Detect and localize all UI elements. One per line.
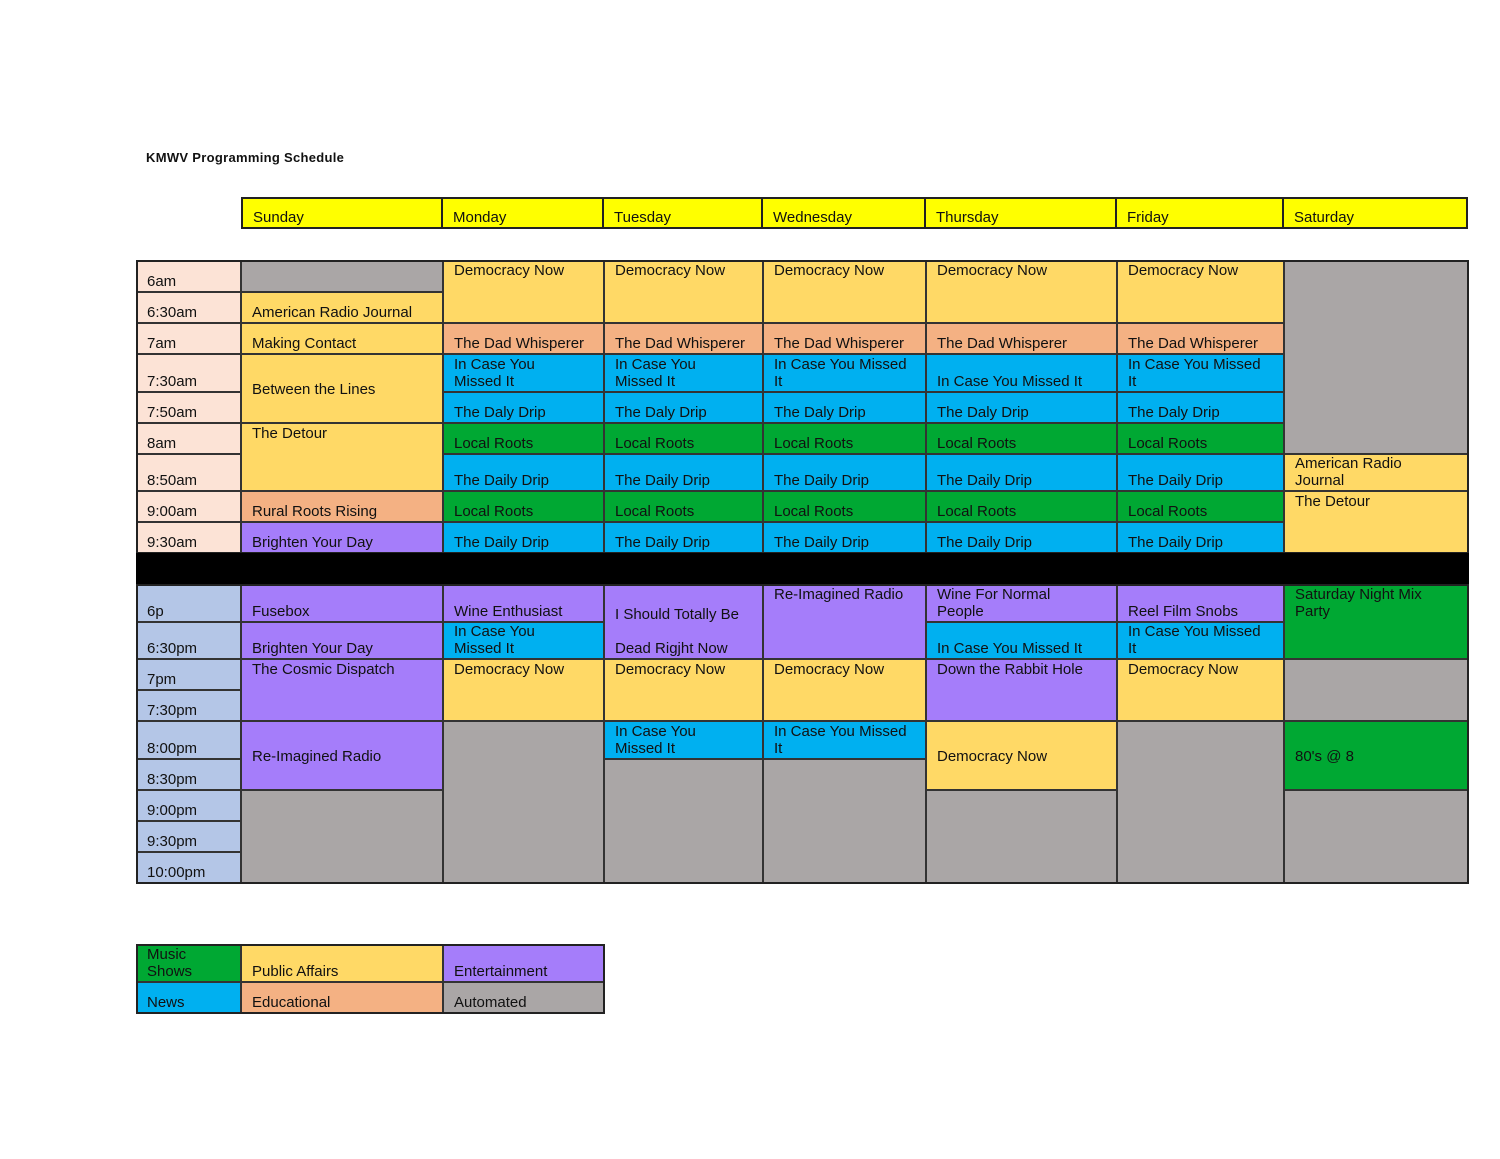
time-slot-8-00pm [136,721,241,759]
program-title: The Daly Drip [937,404,1029,421]
program-title: Re-Imagined Radio [252,748,382,765]
program-saturday-night-mix-party [1284,584,1468,659]
time-label: 6p [147,603,164,620]
program-title: The Daily Drip [1128,534,1224,551]
time-slot-8-50am [136,454,241,491]
legend-label: Educational [252,994,331,1011]
program-title: Local Roots [615,435,695,452]
program-title: The Daily Drip [615,534,711,551]
program-the-dad-whisperer [443,323,604,354]
program-title: The Daly Drip [1128,404,1220,421]
legend-public-affairs [241,944,443,982]
program-title: Democracy Now [1128,262,1239,279]
legend-label: Public Affairs [252,963,339,980]
program-title: The Dad Whisperer [774,335,905,352]
program-title: In Case You Missed It [774,723,907,757]
program-automated-block [1284,260,1468,454]
program-democracy-now [443,659,604,721]
program-the-dad-whisperer [926,323,1117,354]
program-title: In Case You Missed It [454,356,535,390]
program-title: The Daily Drip [937,472,1033,489]
program-title: Democracy Now [454,661,565,678]
program-title: The Daily Drip [774,534,870,551]
day-header-label: Monday [453,209,507,226]
program-title: Democracy Now [1128,661,1239,678]
time-slot-6am [136,260,241,292]
program-title: Making Contact [252,335,357,352]
program-title: The Daily Drip [454,534,550,551]
legend-news [136,982,241,1013]
program-80-s-8 [1284,721,1468,790]
day-header-sunday [241,197,443,229]
program-title: Local Roots [615,503,695,520]
time-label: 6:30pm [147,640,198,657]
program-title: The Dad Whisperer [937,335,1068,352]
program-american-radio-journal [241,292,443,323]
program-title: Fusebox [252,603,310,620]
program-the-daly-drip [604,392,763,423]
program-automated-block [1284,790,1468,883]
day-header-label: Thursday [936,209,999,226]
program-wine-enthusiast [443,584,604,622]
program-title: The Daly Drip [615,404,707,421]
program-brighten-your-day [241,522,443,553]
time-label: 8:00pm [147,740,198,757]
time-slot-8-30pm [136,759,241,790]
program-democracy-now [604,659,763,721]
day-header-thursday [926,197,1117,229]
program-democracy-now [1117,659,1284,721]
day-header-saturday [1284,197,1468,229]
day-header-label: Wednesday [773,209,852,226]
program-title: Democracy Now [615,661,726,678]
program-title: In Case You Missed It [454,623,535,657]
program-title: In Case You Missed It [615,723,696,757]
program-local-roots [443,491,604,522]
day-header-label: Friday [1127,209,1169,226]
program-re-imagined-radio [763,584,926,659]
program-between-the-lines [241,354,443,423]
legend-label: Automated [454,994,527,1011]
program-local-roots [1117,423,1284,454]
program-in-case-you-missed-it [604,354,763,392]
program-democracy-now [926,721,1117,790]
program-title: Brighten Your Day [252,640,373,657]
program-automated-block [926,790,1117,883]
legend-label: News [147,994,185,1011]
program-the-daily-drip [1117,454,1284,491]
program-automated-block [604,759,763,883]
program-title: Democracy Now [937,748,1048,765]
time-slot-9-00pm [136,790,241,821]
program-local-roots [1117,491,1284,522]
program-title: The Daily Drip [454,472,550,489]
program-local-roots [763,491,926,522]
program-local-roots [926,491,1117,522]
program-automated-block [1117,721,1284,883]
time-slot-6-30am [136,292,241,323]
program-automated-block [443,721,604,883]
program-title: Wine Enthusiast [454,603,563,620]
program-local-roots [604,491,763,522]
time-label: 6am [147,273,177,290]
program-title: In Case You Missed It [1128,623,1261,657]
program-the-daily-drip [763,454,926,491]
time-label: 9:30am [147,534,198,551]
program-title: American Radio Journal [1295,455,1402,489]
program-the-daily-drip [443,522,604,553]
legend-label: Entertainment [454,963,548,980]
time-label: 6:30am [147,304,198,321]
program-title: Wine For Normal People [937,586,1051,620]
time-slot-10-00pm [136,852,241,883]
program-title: Local Roots [454,503,534,520]
program-title: In Case You Missed It [774,356,907,390]
program-title: The Daily Drip [615,472,711,489]
program-title: Local Roots [454,435,534,452]
program-in-case-you-missed-it [604,721,763,759]
schedule-title: KMWV Programming Schedule [146,150,345,165]
time-slot-9-30pm [136,821,241,852]
program-title: The Dad Whisperer [1128,335,1259,352]
day-header-label: Saturday [1294,209,1355,226]
program-the-daily-drip [443,454,604,491]
program-title: I Should Totally Be Dead Rigjht Now [615,606,739,657]
time-slot-7-50am [136,392,241,423]
program-the-daily-drip [604,522,763,553]
program-in-case-you-missed-it [443,622,604,659]
program-title: Democracy Now [774,262,885,279]
program-title: The Daly Drip [774,404,866,421]
program-title: In Case You Missed It [1128,356,1261,390]
program-title: American Radio Journal [252,304,413,321]
program-title: Local Roots [774,503,854,520]
program-title: Saturday Night Mix Party [1295,586,1422,620]
program-democracy-now [763,659,926,721]
time-slot-7-30pm [136,690,241,721]
program-title: The Dad Whisperer [454,335,585,352]
program-title: The Cosmic Dispatch [252,661,395,678]
day-header-label: Sunday [253,209,304,226]
time-label: 7:30pm [147,702,198,719]
program-title: The Dad Whisperer [615,335,746,352]
program-i-should-totally-be-dead-rigjht-now [604,584,763,659]
time-slot-7am [136,323,241,354]
program-title: Democracy Now [774,661,885,678]
program-democracy-now [926,260,1117,323]
program-the-daly-drip [443,392,604,423]
program-the-dad-whisperer [763,323,926,354]
program-title: Reel Film Snobs [1128,603,1239,620]
time-label: 8:30pm [147,771,198,788]
program-local-roots [763,423,926,454]
program-the-dad-whisperer [604,323,763,354]
time-label: 7:50am [147,404,198,421]
day-header-label: Tuesday [614,209,671,226]
program-title: Between the Lines [252,381,376,398]
program-local-roots [443,423,604,454]
time-label: 8:50am [147,472,198,489]
program-in-case-you-missed-it [1117,354,1284,392]
program-title: The Daily Drip [937,534,1033,551]
time-slot-9-30am [136,522,241,553]
program-democracy-now [763,260,926,323]
program-the-dad-whisperer [1117,323,1284,354]
program-automated-block [763,759,926,883]
legend-music-shows [136,944,241,982]
program-title: The Daily Drip [774,472,870,489]
day-header-tuesday [604,197,763,229]
program-the-daly-drip [926,392,1117,423]
program-automated-block [1284,659,1468,721]
time-slot-9-00am [136,491,241,522]
program-title: Local Roots [774,435,854,452]
day-header-friday [1117,197,1284,229]
time-label: 9:00am [147,503,198,520]
program-in-case-you-missed-it [1117,622,1284,659]
program-title: In Case You Missed It [615,356,696,390]
program-title: The Daily Drip [1128,472,1224,489]
program-title: In Case You Missed It [937,373,1083,390]
day-header-monday [443,197,604,229]
time-slot-7pm [136,659,241,690]
program-down-the-rabbit-hole [926,659,1117,721]
time-slot-7-30am [136,354,241,392]
time-slot-6-30pm [136,622,241,659]
program-title: 80's @ 8 [1295,748,1354,765]
program-title: The Daly Drip [454,404,546,421]
program-local-roots [604,423,763,454]
program-the-daily-drip [926,522,1117,553]
program-in-case-you-missed-it [926,354,1117,392]
program-title: Local Roots [937,435,1017,452]
program-automated-block [241,260,443,292]
program-wine-for-normal-people [926,584,1117,622]
program-reel-film-snobs [1117,584,1284,622]
program-the-daly-drip [1117,392,1284,423]
program-title: Down the Rabbit Hole [937,661,1083,678]
program-the-daly-drip [763,392,926,423]
program-title: Democracy Now [937,262,1048,279]
time-label: 10:00pm [147,864,206,881]
program-title: Local Roots [937,503,1017,520]
program-the-cosmic-dispatch [241,659,443,721]
am-pm-separator [136,553,1469,584]
time-label: 7pm [147,671,177,688]
time-label: 7am [147,335,177,352]
program-in-case-you-missed-it [763,721,926,759]
time-label: 7:30am [147,373,198,390]
program-title: The Detour [252,425,328,442]
program-local-roots [926,423,1117,454]
program-democracy-now [443,260,604,323]
program-in-case-you-missed-it [926,622,1117,659]
time-label: 9:00pm [147,802,198,819]
program-title: Re-Imagined Radio [774,586,904,603]
day-header-wednesday [763,197,926,229]
program-title: Local Roots [1128,503,1208,520]
legend-automated [443,982,604,1013]
program-the-daily-drip [604,454,763,491]
program-making-contact [241,323,443,354]
program-title: Rural Roots Rising [252,503,378,520]
legend-entertainment [443,944,604,982]
time-label: 9:30pm [147,833,198,850]
program-the-detour [1284,491,1468,553]
program-brighten-your-day [241,622,443,659]
program-title: Democracy Now [615,262,726,279]
program-american-radio-journal [1284,454,1468,491]
program-in-case-you-missed-it [763,354,926,392]
program-title: The Detour [1295,493,1371,510]
legend-educational [241,982,443,1013]
program-the-detour [241,423,443,491]
program-automated-block [241,790,443,883]
program-re-imagined-radio [241,721,443,790]
time-slot-6p [136,584,241,622]
program-the-daily-drip [1117,522,1284,553]
program-title: Democracy Now [454,262,565,279]
legend-label: Music Shows [147,946,193,980]
program-democracy-now [1117,260,1284,323]
program-title: In Case You Missed It [937,640,1083,657]
program-in-case-you-missed-it [443,354,604,392]
program-democracy-now [604,260,763,323]
time-label: 8am [147,435,177,452]
program-title: Local Roots [1128,435,1208,452]
program-the-daily-drip [763,522,926,553]
time-slot-8am [136,423,241,454]
program-rural-roots-rising [241,491,443,522]
program-the-daily-drip [926,454,1117,491]
program-title: Brighten Your Day [252,534,373,551]
program-fusebox [241,584,443,622]
